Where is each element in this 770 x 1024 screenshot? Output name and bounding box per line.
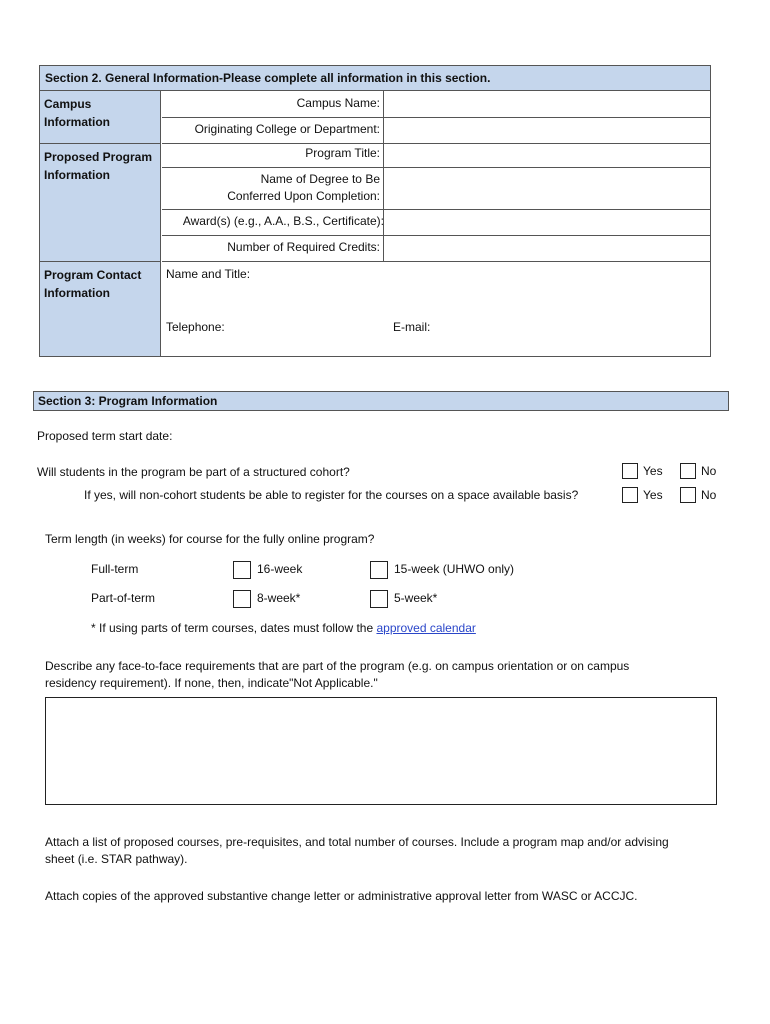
degree-input[interactable]	[384, 168, 710, 209]
program-heading-line1: Proposed Program	[44, 150, 153, 164]
credits-label: Number of Required Credits:	[227, 240, 380, 254]
originating-college-label: Originating College or Department:	[194, 122, 380, 136]
name-title-label: Name and Title:	[166, 267, 251, 281]
8-week-label: 8-week*	[257, 591, 301, 605]
section2-header: Section 2. General Information-Please complete all information in this section.	[40, 66, 710, 91]
campus-info-heading	[40, 91, 161, 143]
5-week-label: 5-week*	[394, 591, 438, 605]
originating-college-input[interactable]	[384, 118, 710, 143]
noncohort-yes-checkbox[interactable]	[622, 487, 638, 503]
degree-label-line1: Name of Degree to Be	[260, 172, 380, 186]
campus-name-label: Campus Name:	[296, 96, 380, 110]
telephone-label: Telephone:	[166, 320, 225, 334]
approved-calendar-link[interactable]: approved calendar	[376, 621, 476, 635]
contact-input-area[interactable]	[162, 262, 710, 356]
footnote-text: * If using parts of term courses, dates must follow the	[91, 621, 374, 635]
attach-courses-line1: Attach a list of proposed courses, pre-requisites, and total number of courses. Include a program map and/or advising	[45, 835, 669, 849]
section3-header: Section 3: Program Information	[33, 391, 729, 411]
full-term-label: Full-term	[91, 562, 139, 576]
program-heading-line2: Information	[44, 168, 110, 182]
15-week-checkbox[interactable]	[370, 561, 388, 579]
8-week-checkbox[interactable]	[233, 590, 251, 608]
contact-heading-line1: Program Contact	[44, 268, 142, 282]
attach-courses-line2: sheet (i.e. STAR pathway).	[45, 852, 188, 866]
16-week-label: 16-week	[257, 562, 303, 576]
noncohort-yes-label: Yes	[643, 488, 663, 502]
noncohort-no-checkbox[interactable]	[680, 487, 696, 503]
f2f-description-line1: Describe any face-to-face requirements that are part of the program (e.g. on campus orientation or on campus	[45, 659, 630, 673]
16-week-checkbox[interactable]	[233, 561, 251, 579]
term-length-question: Term length (in weeks) for course for the fully online program?	[45, 532, 375, 546]
cohort-yes-label: Yes	[643, 464, 663, 478]
cohort-no-checkbox[interactable]	[680, 463, 696, 479]
contact-heading-line2: Information	[44, 286, 110, 300]
cohort-no-label: No	[701, 464, 717, 478]
cohort-question: Will students in the program be part of a structured cohort?	[37, 465, 350, 479]
noncohort-question: If yes, will non-cohort students be able to register for the courses on a space available basis?	[84, 488, 579, 502]
part-of-term-label: Part-of-term	[91, 591, 156, 605]
5-week-checkbox[interactable]	[370, 590, 388, 608]
awards-label: Award(s) (e.g., A.A., B.S., Certificate):	[182, 214, 384, 228]
program-title-input[interactable]	[384, 144, 710, 167]
program-title-label: Program Title:	[305, 146, 380, 160]
15-week-label: 15-week (UHWO only)	[394, 562, 515, 576]
cohort-yes-checkbox[interactable]	[622, 463, 638, 479]
noncohort-no-label: No	[701, 488, 717, 502]
attach-approval-letter: Attach copies of the approved substantive change letter or administrative approval letter from WASC or ACCJC.	[45, 889, 638, 903]
program-info-heading	[40, 143, 161, 261]
f2f-description-line2: residency requirement). If none, then, indicate"Not Applicable."	[45, 676, 378, 690]
contact-info-heading	[40, 261, 161, 356]
campus-heading-line1: Campus	[44, 97, 92, 111]
degree-label-line2: Conferred Upon Completion:	[227, 189, 380, 203]
section2-table	[39, 65, 711, 357]
awards-input[interactable]	[384, 210, 710, 235]
campus-heading-line2: Information	[44, 115, 110, 129]
f2f-requirements-textarea[interactable]	[45, 697, 717, 805]
campus-name-input[interactable]	[384, 91, 710, 117]
email-label: E-mail:	[393, 320, 431, 334]
footnote	[91, 621, 476, 635]
credits-input[interactable]	[384, 236, 710, 261]
term-start-label: Proposed term start date:	[37, 429, 173, 443]
